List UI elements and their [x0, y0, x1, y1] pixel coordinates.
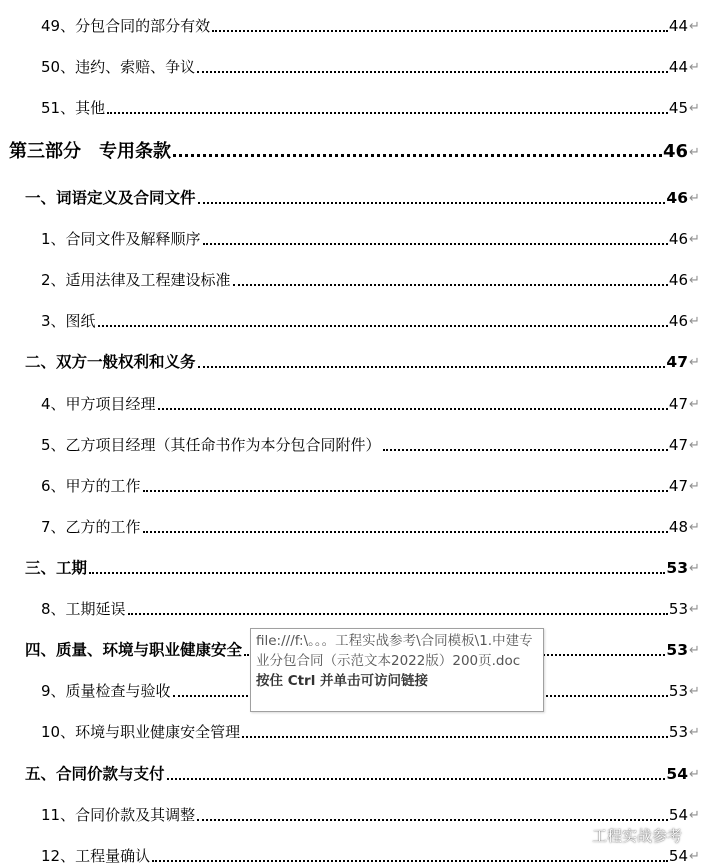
toc-entry-label: 50、违约、索赔、争议 [41, 58, 196, 76]
toc-entry[interactable] [41, 595, 688, 619]
paragraph-mark-icon: ↵ [689, 438, 700, 453]
toc-page-number: 47 [668, 395, 688, 413]
toc-entry-label: 四、质量、环境与职业健康安全 [25, 641, 243, 659]
paragraph-mark-icon: ↵ [689, 314, 700, 329]
toc-page-number: 53 [668, 682, 688, 700]
toc-entry-label: 7、乙方的工作 [41, 518, 141, 536]
paragraph-mark-icon: ↵ [689, 808, 700, 823]
toc-entry-label: 8、工期延误 [41, 600, 126, 618]
toc-leader-dots [107, 112, 668, 114]
toc-entry-label: 一、词语定义及合同文件 [25, 189, 196, 207]
toc-page-number: 47 [668, 436, 688, 454]
toc-entry-label: 49、分包合同的部分有效 [41, 17, 211, 35]
toc-entry[interactable] [41, 53, 688, 77]
wechat-icon [566, 826, 588, 844]
toc-entry-label: 三、工期 [25, 559, 88, 577]
paragraph-mark-icon: ↵ [689, 273, 700, 288]
toc-leader-dots [383, 449, 668, 451]
toc-entry[interactable] [41, 390, 688, 414]
paragraph-mark-icon: ↵ [689, 232, 700, 247]
toc-entry-label: 9、质量检查与验收 [41, 682, 171, 700]
paragraph-mark-icon: ↵ [689, 479, 700, 494]
toc-entry-label: 5、乙方项目经理（其任命书作为本分包合同附件） [41, 436, 381, 454]
toc-entry-label: 第三部分 专用条款 [9, 141, 171, 162]
toc-entry[interactable] [41, 12, 688, 36]
toc-entry[interactable] [41, 225, 688, 249]
toc-entry-label: 五、合同价款与支付 [25, 765, 165, 783]
toc-leader-dots [143, 490, 668, 492]
toc-leader-dots [198, 202, 666, 204]
paragraph-mark-icon: ↵ [689, 684, 700, 699]
toc-entry[interactable] [9, 136, 688, 162]
toc-leader-dots [197, 819, 668, 821]
toc-page-number: 46 [668, 230, 688, 248]
paragraph-mark-icon: ↵ [689, 767, 700, 782]
toc-page-number: 44 [668, 17, 688, 35]
paragraph-mark-icon: ↵ [689, 561, 700, 576]
toc-page-number: 46 [666, 189, 688, 207]
toc-leader-dots [198, 366, 666, 368]
toc-page-number: 46 [668, 271, 688, 289]
paragraph-mark-icon: ↵ [689, 520, 700, 535]
toc-entry-label: 4、甲方项目经理 [41, 395, 156, 413]
toc-entry[interactable] [41, 307, 688, 331]
toc-leader-dots [242, 736, 668, 738]
toc-leader-dots [212, 30, 668, 32]
toc-leader-dots [233, 284, 668, 286]
toc-entry[interactable] [41, 94, 688, 118]
toc-leader-dots [203, 243, 668, 245]
paragraph-mark-icon: ↵ [689, 725, 700, 740]
toc-entry-label: 2、适用法律及工程建设标准 [41, 271, 231, 289]
toc-entry-label: 11、合同价款及其调整 [41, 806, 196, 824]
toc-entry[interactable] [41, 266, 688, 290]
paragraph-mark-icon: ↵ [689, 60, 700, 75]
toc-entry-label: 6、甲方的工作 [41, 477, 141, 495]
toc-leader-dots [98, 325, 668, 327]
paragraph-mark-icon: ↵ [689, 145, 700, 160]
toc-page-number: 45 [668, 99, 688, 117]
toc-entry-label: 二、双方一般权利和义务 [25, 353, 196, 371]
toc-leader-dots [167, 778, 666, 780]
toc-entry[interactable] [25, 184, 688, 208]
toc-page-number: 54 [668, 806, 688, 824]
toc-leader-dots [197, 71, 668, 73]
toc-page-number: 48 [668, 518, 688, 536]
paragraph-mark-icon: ↵ [689, 191, 700, 206]
paragraph-mark-icon: ↵ [689, 397, 700, 412]
toc-page-number: 53 [666, 641, 688, 659]
paragraph-mark-icon: ↵ [689, 643, 700, 658]
paragraph-mark-icon: ↵ [689, 602, 700, 617]
toc-page-number: 47 [666, 353, 688, 371]
paragraph-mark-icon: ↵ [689, 849, 700, 864]
toc-entry[interactable] [25, 554, 688, 578]
toc-page-number: 54 [666, 765, 688, 783]
toc-page-number: 53 [666, 559, 688, 577]
toc-entry[interactable] [25, 760, 688, 784]
toc-entry[interactable] [41, 513, 688, 537]
toc-entry[interactable] [41, 472, 688, 496]
toc-leader-dots [89, 572, 665, 574]
toc-entry[interactable] [25, 348, 688, 372]
tooltip-ctrl-click-hint: 按住 Ctrl 并单击可访问链接 [256, 673, 429, 689]
toc-entry[interactable] [41, 718, 688, 742]
toc-entry-label: 12、工程量确认 [41, 847, 151, 865]
toc-page-number: 47 [668, 477, 688, 495]
hyperlink-tooltip [250, 628, 544, 712]
watermark [566, 822, 682, 848]
toc-leader-dots [152, 860, 668, 862]
toc-leader-dots [128, 613, 668, 615]
toc-page-number: 44 [668, 58, 688, 76]
toc-entry-label: 1、合同文件及解释顺序 [41, 230, 201, 248]
toc-entry[interactable] [41, 431, 688, 455]
paragraph-mark-icon: ↵ [689, 19, 700, 34]
tooltip-link-path: file:///f:\。。。工程实战参考\合同模板\1.中建专业分包合同（示范文本2022版）200页.doc [256, 633, 533, 669]
toc-leader-dots [143, 531, 668, 533]
toc-page-number: 53 [668, 600, 688, 618]
toc-page-number: 54 [668, 847, 688, 865]
toc-entry-label: 51、其他 [41, 99, 106, 117]
paragraph-mark-icon: ↵ [689, 101, 700, 116]
watermark-text: 工程实战参考 [591, 826, 682, 845]
paragraph-mark-icon: ↵ [689, 355, 700, 370]
toc-page-number: 46 [668, 312, 688, 330]
toc-leader-dots [158, 408, 668, 410]
toc-page-number: 53 [668, 723, 688, 741]
toc-leader-dots [173, 154, 662, 157]
toc-entry-label: 10、环境与职业健康安全管理 [41, 723, 241, 741]
toc-entry-label: 3、图纸 [41, 312, 96, 330]
toc-page-number: 46 [662, 141, 688, 162]
